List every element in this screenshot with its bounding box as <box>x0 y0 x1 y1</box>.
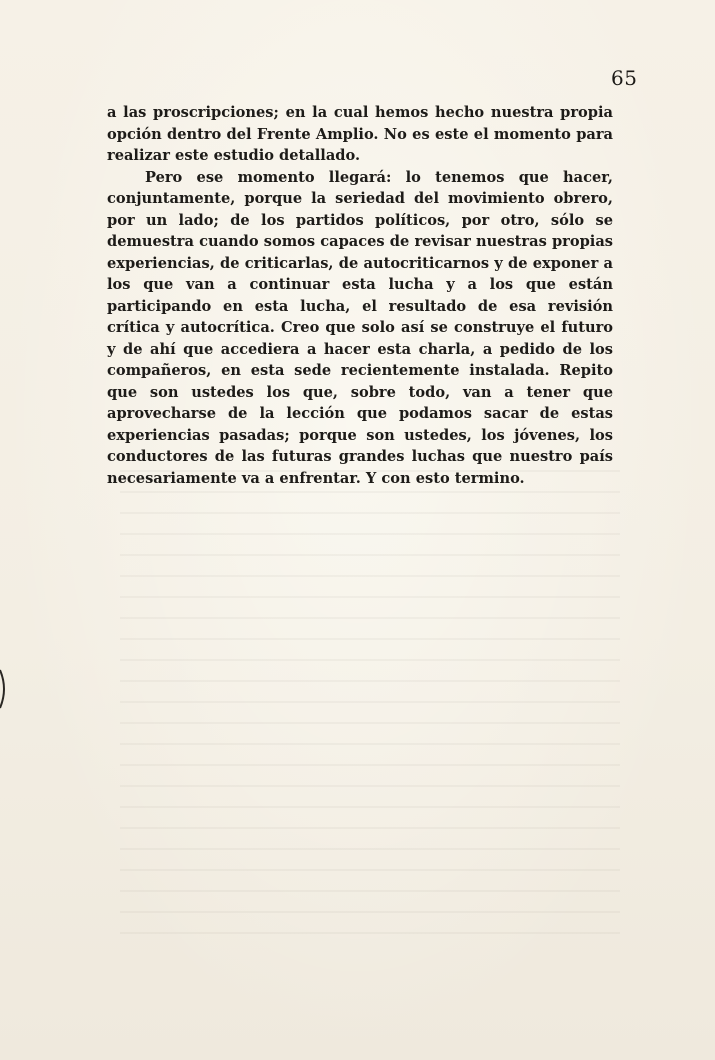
paragraph-1: a las proscripciones; en la cual hemos hecho nuestra propia opción dentro del Frente Amplio. No es este el momento para realizar este estudio detallado. <box>107 104 613 164</box>
paragraph-2: Pero ese momento llegará: lo tenemos que hacer, conjuntamente, porque la seriedad del movimiento obrero, por un lado; de los partidos políticos, por otro, sólo se demuestra cuando somos capaces de revisar nuestras propias experiencias, de criticarlas, de autocriticarnos y de exponer a los que van a continuar esta lucha y a los que están participando en esta lucha, el resultado de esa revisión crítica y autocrítica. Creo que solo así se construye el futuro y de ahí que accediera a hacer esta charla, a pedido de los compañeros, en esta sede recientemente instalada. Repito que son ustedes los que, sobre todo, van a tener que aprovecharse de la lección que podamos sacar de estas experiencias pasadas; porque son ustedes, los jóvenes, los conductores de las futuras grandes luchas que nuestro país necesariamente va a enfrentar. Y con esto termino. <box>107 168 613 487</box>
body-text <box>107 102 613 489</box>
show-through-texture <box>120 470 620 950</box>
page-number: 65 <box>611 66 638 90</box>
margin-bracket-mark <box>0 668 10 710</box>
